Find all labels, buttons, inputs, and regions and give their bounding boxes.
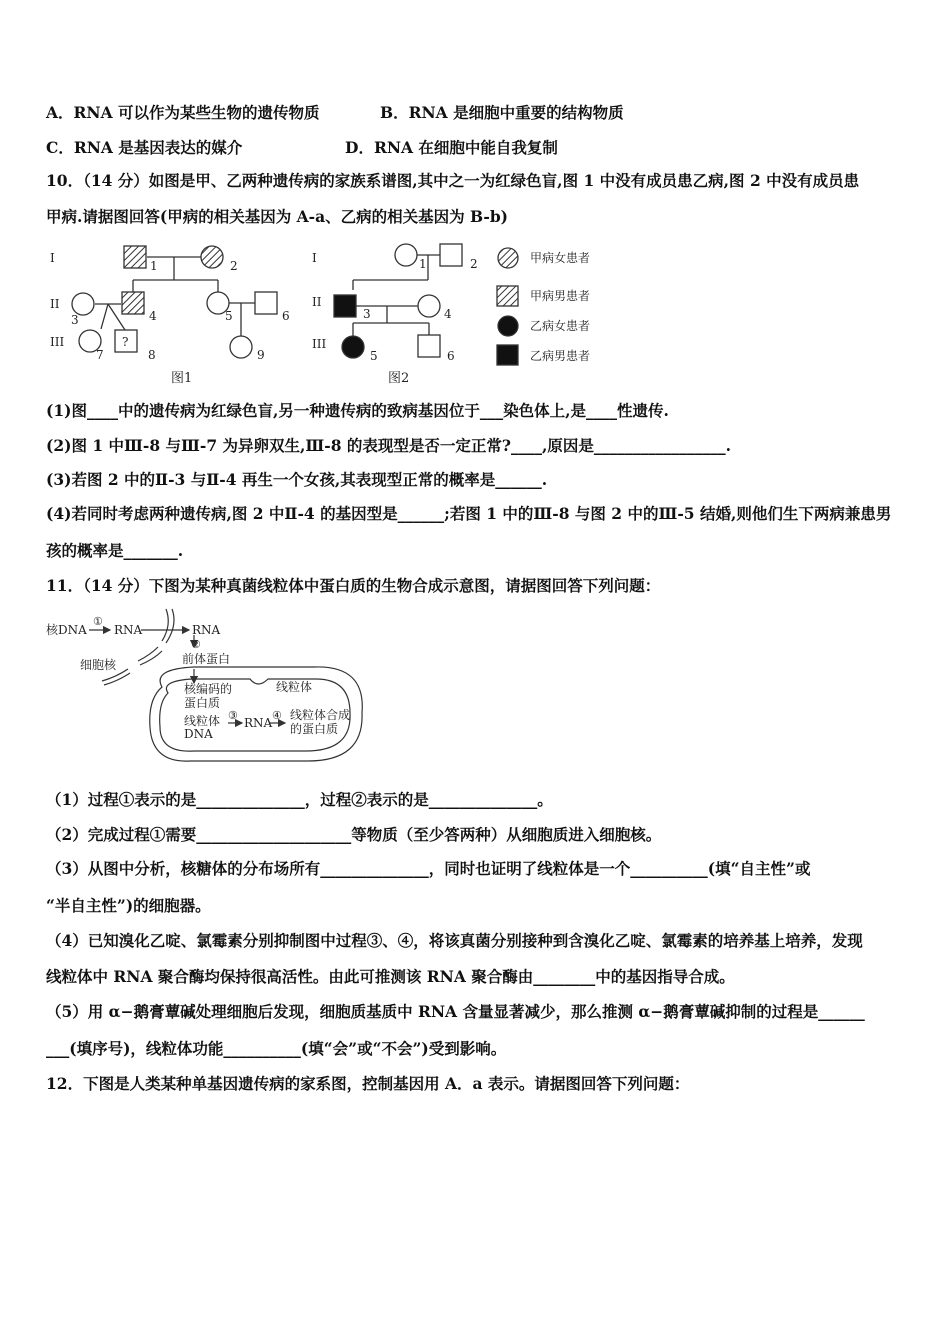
fig2-i2-male <box>440 244 462 266</box>
fig1-num-8: 8 <box>148 348 156 362</box>
q11-sub2: （2）完成过程①需要____________________等物质（至少答两种）从细胞质进入细胞核。 <box>46 825 662 844</box>
fig2-num-2: 2 <box>470 257 478 271</box>
fig1-num-3: 3 <box>71 313 79 327</box>
legend-symbol-jia-male <box>497 286 518 306</box>
fig1-num-6: 6 <box>282 309 290 323</box>
fig1-num-4: 4 <box>149 309 157 323</box>
fig1-ii6-male <box>255 292 277 314</box>
label-nuclear-dna: 核DNA <box>46 623 87 637</box>
q11-sub4-line1: （4）已知溴化乙啶、氯霉素分别抑制图中过程③、④，将该真菌分别接种到含溴化乙啶、氯霉素的培养基上培养，发现 <box>46 931 863 950</box>
q10-sub1: (1)图____中的遗传病为红绿色盲,另一种遗传病的致病基因位于___染色体上,是____性遗传. <box>46 401 669 420</box>
label-step4: ④ <box>272 709 282 722</box>
fig1-num-9: 9 <box>257 348 265 362</box>
label-rna1: RNA <box>114 623 143 637</box>
fig2-iii6-male <box>418 335 440 357</box>
fig2-num-5: 5 <box>370 349 378 363</box>
fig1-gen-ii: II <box>50 297 60 311</box>
fig1-num-5: 5 <box>225 309 233 323</box>
mitochondria-protein-diagram <box>44 603 374 765</box>
nuclear-envelope-fragment <box>162 609 168 641</box>
fig1-gen-iii: III <box>50 335 65 349</box>
fig2-num-6: 6 <box>447 349 455 363</box>
fig1-i2-affected-female <box>201 246 223 268</box>
q10-sub2: (2)图 1 中Ⅲ-8 与Ⅲ-7 为异卵双生,Ⅲ-8 的表现型是否一定正常?____,原因是_________________. <box>46 436 732 455</box>
legend-label-jia-male: 甲病男患者 <box>530 289 591 303</box>
option-b: B．RNA 是细胞中重要的结构物质 <box>380 103 624 122</box>
legend-label-yi-male: 乙病男患者 <box>530 349 591 363</box>
q12-stem: 12．下图是人类某种单基因遗传病的家系图，控制基因用 A．a 表示。请据图回答下列问题： <box>46 1074 690 1093</box>
fig1-i1-affected-male <box>124 246 146 268</box>
label-mtdna-2: DNA <box>184 727 213 741</box>
fig2-num-1: 1 <box>419 257 427 271</box>
fig1-iii9-female <box>230 336 252 358</box>
label-rna2: RNA <box>192 623 221 637</box>
fig2-num-4: 4 <box>444 307 452 321</box>
fig2-iii5-affected-female <box>342 336 364 358</box>
q11-sub3-line2: “半自主性”)的细胞器。 <box>46 896 211 915</box>
q11-sub5-line2: ___(填序号)，线粒体功能__________(填“会”或“不会”)受到影响。 <box>46 1039 507 1058</box>
q10-sub4-line2: 孩的概率是_______. <box>46 541 184 560</box>
label-mito-protein-2: 的蛋白质 <box>290 722 339 736</box>
q10-sub4-line1: (4)若同时考虑两种遗传病,图 2 中Ⅱ-4 的基因型是______;若图 1 中的Ⅲ-8 与图 2 中的Ⅲ-5 结婚,则他们生下两病兼患男 <box>46 504 892 523</box>
q11-sub1: （1）过程①表示的是______________，过程②表示的是______________。 <box>46 790 553 809</box>
label-rna3: RNA <box>244 716 273 730</box>
legend-symbol-yi-male <box>497 345 518 365</box>
label-step1: ① <box>93 615 103 628</box>
legend-label-yi-female: 乙病女患者 <box>530 319 591 333</box>
fig2-ii3-affected-male <box>334 295 356 317</box>
fig2-i1-female <box>395 244 417 266</box>
fig2-ii4-female <box>418 295 440 317</box>
legend-symbol-jia-female <box>498 248 518 268</box>
q11-sub5-line1: （5）用 α−鹅膏蕈碱处理细胞后发现，细胞质基质中 RNA 含量显著减少，那么推测 α−鹅膏蕈碱抑制的过程是______ <box>46 1002 865 1021</box>
fig1-unknown-mark: ? <box>122 335 129 349</box>
label-nuclear-encoded-1: 核编码的 <box>184 682 233 696</box>
fig2-gen-i: I <box>312 251 317 265</box>
fig1-caption: 图1 <box>171 371 193 386</box>
fig2-caption: 图2 <box>388 371 410 386</box>
label-mito-protein-1: 线粒体合成 <box>290 708 351 722</box>
fig1-ii4-affected-male <box>122 292 144 314</box>
label-nuclear-encoded-2: 蛋白质 <box>184 696 221 710</box>
label-mitochondrion: 线粒体 <box>276 680 313 694</box>
label-step3: ③ <box>228 709 238 722</box>
q11-stem: 11．（14 分）下图为某种真菌线粒体中蛋白质的生物合成示意图，请据图回答下列问题： <box>46 576 661 595</box>
label-precursor-protein: 前体蛋白 <box>182 652 231 666</box>
legend-symbol-yi-female <box>498 316 518 336</box>
fig2-gen-iii: III <box>312 337 327 351</box>
label-nucleus: 细胞核 <box>80 658 117 672</box>
fig1-num-7: 7 <box>96 348 104 362</box>
label-step2: ② <box>191 638 201 651</box>
fig1-ii3-female <box>72 293 94 315</box>
fig2-gen-ii: II <box>312 295 322 309</box>
option-d: D．RNA 在细胞中能自我复制 <box>345 138 558 157</box>
q10-stem-line1: 10．（14 分）如图是甲、乙两种遗传病的家族系谱图,其中之一为红绿色盲,图 1 中没有成员患乙病,图 2 中没有成员患 <box>46 171 860 190</box>
q11-sub3-line1: （3）从图中分析，核糖体的分布场所有______________，同时也证明了线粒体是一个__________(填“自主性”或 <box>46 859 811 878</box>
q11-sub4-line2: 线粒体中 RNA 聚合酶均保持很高活性。由此可推测该 RNA 聚合酶由________中的基因指导合成。 <box>46 967 735 986</box>
fig1-gen-i: I <box>50 251 55 265</box>
option-c: C．RNA 是基因表达的媒介 <box>46 138 243 157</box>
label-mtdna-1: 线粒体 <box>184 714 221 728</box>
fig1-num-2: 2 <box>230 259 238 273</box>
fig2-num-3: 3 <box>363 307 371 321</box>
legend-label-jia-female: 甲病女患者 <box>530 251 591 265</box>
fig1-num-1: 1 <box>150 259 158 273</box>
q10-stem-line2: 甲病.请据图回答(甲病的相关基因为 A-a、乙病的相关基因为 B-b) <box>46 207 509 226</box>
option-a: A．RNA 可以作为某些生物的遗传物质 <box>46 103 320 122</box>
pedigree-figures <box>40 238 620 390</box>
q10-sub3: (3)若图 2 中的Ⅱ-3 与Ⅱ-4 再生一个女孩,其表现型正常的概率是______. <box>46 470 548 489</box>
